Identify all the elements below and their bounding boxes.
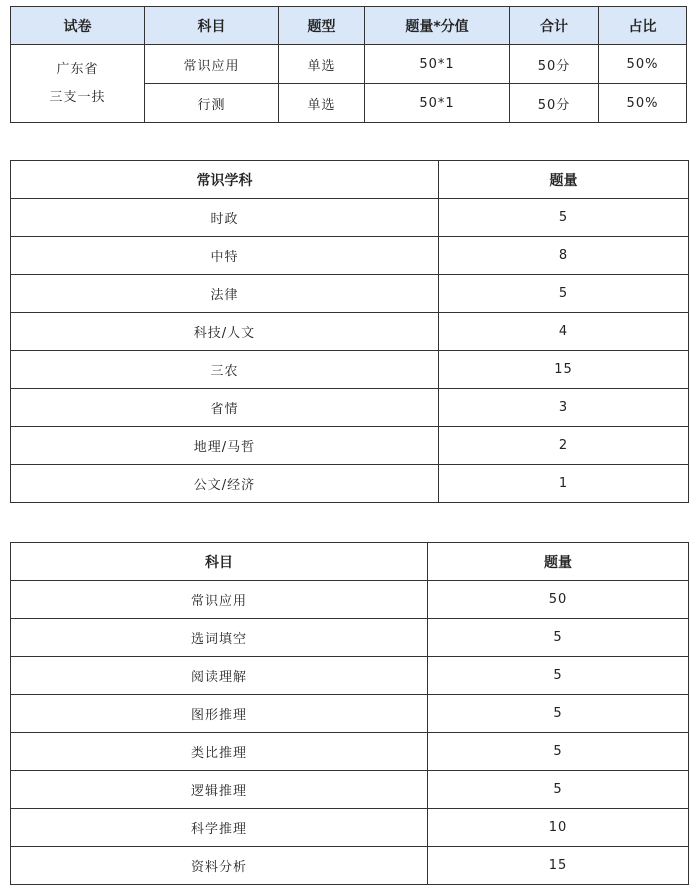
- table-row: [11, 695, 689, 733]
- table-header-row: [11, 543, 689, 581]
- name-cell: 类比推理: [11, 733, 428, 771]
- total-cell: 50分: [510, 45, 599, 84]
- header-ratio: 占比: [599, 7, 687, 45]
- type-cell: 单选: [279, 84, 365, 123]
- name-cell: 公文/经济: [11, 465, 439, 503]
- name-cell: 图形推理: [11, 695, 428, 733]
- name-cell: 阅读理解: [11, 657, 428, 695]
- header-question-count: 题量: [428, 543, 689, 581]
- count-cell: 5: [439, 275, 689, 313]
- count-cell: 1: [439, 465, 689, 503]
- name-cell: 科技/人文: [11, 313, 439, 351]
- name-cell: 逻辑推理: [11, 771, 428, 809]
- count-cell: 50: [428, 581, 689, 619]
- name-cell: 法律: [11, 275, 439, 313]
- subject-count-table: [10, 542, 689, 885]
- count-cell: 15: [439, 351, 689, 389]
- name-cell: 时政: [11, 199, 439, 237]
- count-cell: 5: [428, 733, 689, 771]
- count-cell: 10: [428, 809, 689, 847]
- name-cell: 选词填空: [11, 619, 428, 657]
- name-cell: 省情: [11, 389, 439, 427]
- table-header-row: [11, 161, 689, 199]
- table-row: [11, 199, 689, 237]
- common-knowledge-table: [10, 160, 689, 503]
- exam-name-line1: 广东省: [56, 61, 99, 77]
- name-cell: 地理/马哲: [11, 427, 439, 465]
- header-question-type: 题型: [279, 7, 365, 45]
- exam-name-cell: [11, 45, 145, 123]
- header-knowledge-subject: 常识学科: [11, 161, 439, 199]
- table-row: [11, 237, 689, 275]
- header-subject: 科目: [11, 543, 428, 581]
- name-cell: 中特: [11, 237, 439, 275]
- count-cell: 5: [428, 619, 689, 657]
- count-cell: 15: [428, 847, 689, 885]
- name-cell: 资料分析: [11, 847, 428, 885]
- table-row: [11, 657, 689, 695]
- type-cell: 单选: [279, 45, 365, 84]
- header-question-count: 题量: [439, 161, 689, 199]
- table-row: [11, 45, 687, 84]
- name-cell: 三农: [11, 351, 439, 389]
- quantity-score-cell: 50*1: [365, 45, 510, 84]
- subject-cell: 常识应用: [145, 45, 279, 84]
- ratio-cell: 50%: [599, 84, 687, 123]
- table-row: [11, 847, 689, 885]
- table-row: [11, 313, 689, 351]
- table-row: [11, 275, 689, 313]
- header-total: 合计: [510, 7, 599, 45]
- header-subject: 科目: [145, 7, 279, 45]
- total-cell: 50分: [510, 84, 599, 123]
- count-cell: 3: [439, 389, 689, 427]
- table-row: [11, 427, 689, 465]
- count-cell: 5: [428, 657, 689, 695]
- count-cell: 8: [439, 237, 689, 275]
- table-row: [11, 581, 689, 619]
- count-cell: 4: [439, 313, 689, 351]
- subject-cell: 行测: [145, 84, 279, 123]
- header-exam: 试卷: [11, 7, 145, 45]
- table-row: [11, 771, 689, 809]
- count-cell: 5: [428, 695, 689, 733]
- count-cell: 5: [439, 199, 689, 237]
- table-row: [11, 619, 689, 657]
- table-row: [11, 733, 689, 771]
- count-cell: 2: [439, 427, 689, 465]
- count-cell: 5: [428, 771, 689, 809]
- table-row: [11, 465, 689, 503]
- name-cell: 常识应用: [11, 581, 428, 619]
- header-quantity-score: 题量*分值: [365, 7, 510, 45]
- table-row: [11, 389, 689, 427]
- quantity-score-cell: 50*1: [365, 84, 510, 123]
- ratio-cell: 50%: [599, 45, 687, 84]
- table-row: [11, 809, 689, 847]
- exam-summary-table: [10, 6, 687, 123]
- table-header-row: [11, 7, 687, 45]
- table-row: [11, 351, 689, 389]
- name-cell: 科学推理: [11, 809, 428, 847]
- exam-name-line2: 三支一扶: [49, 89, 106, 105]
